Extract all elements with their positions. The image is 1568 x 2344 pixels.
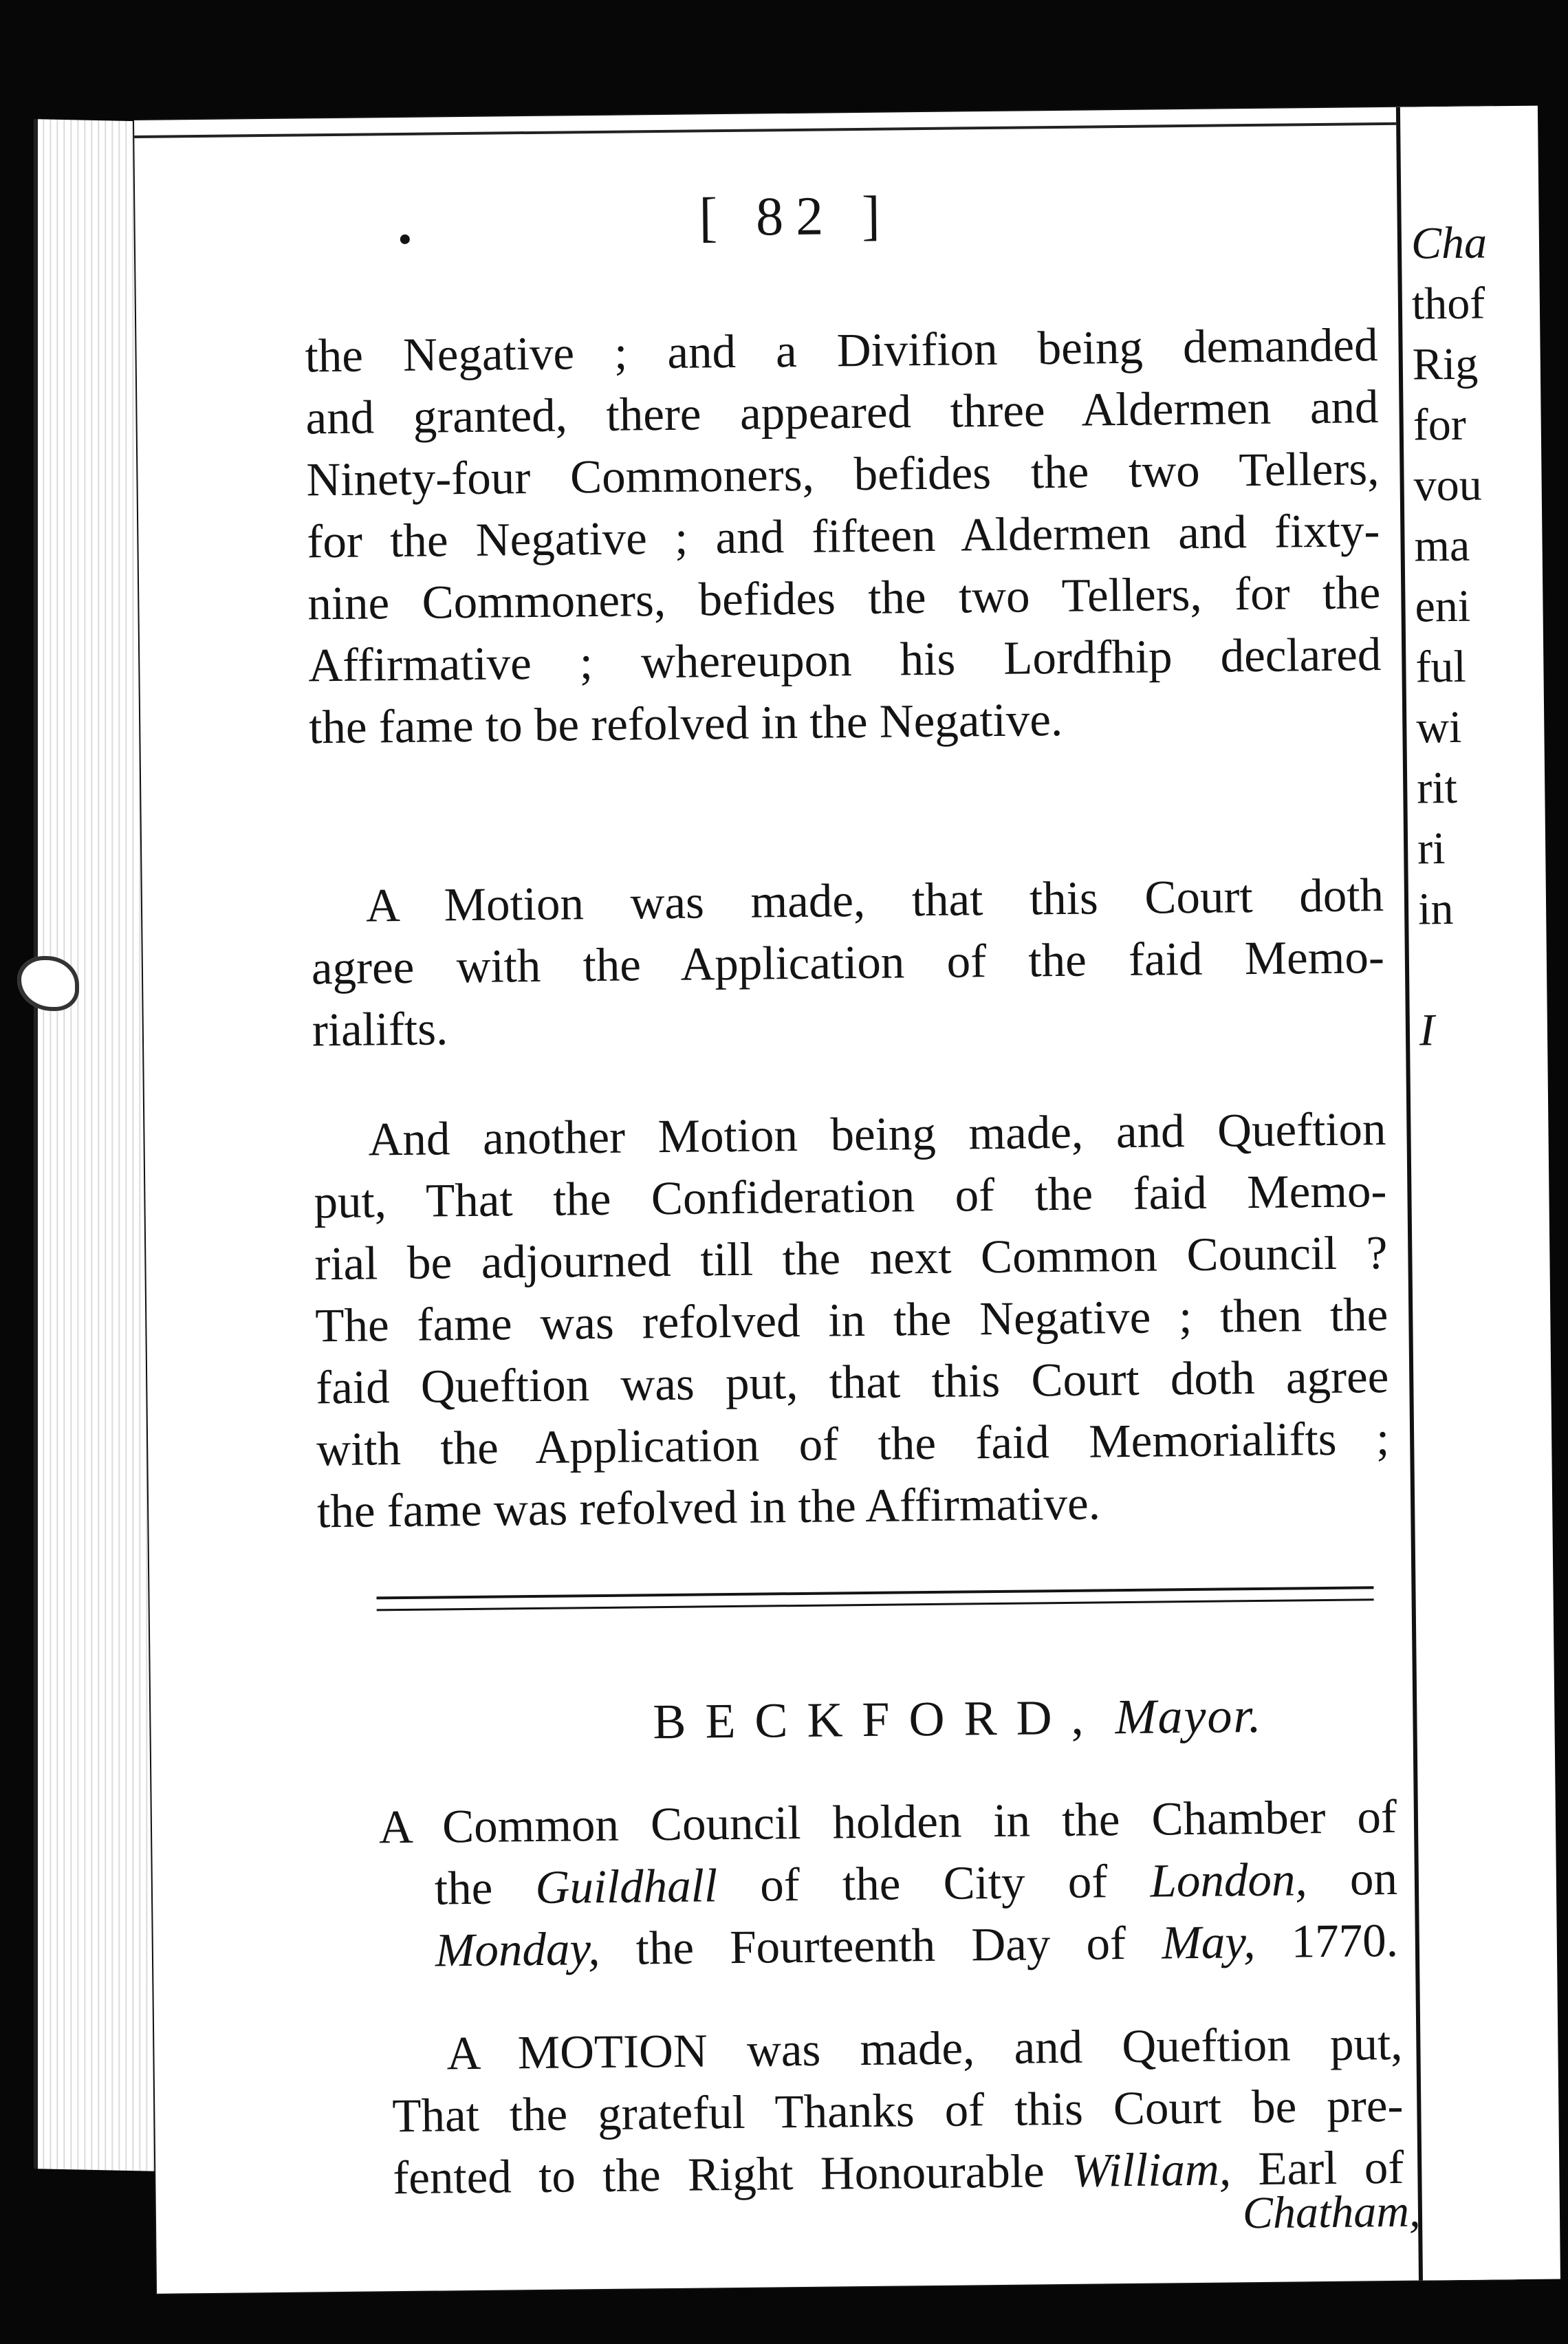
text-line: Ninety-four Commoners, befides the two Tellers, xyxy=(306,442,1380,506)
text-line: And another Motion being made, and Queftion xyxy=(368,1103,1386,1166)
printer-dot xyxy=(400,235,410,244)
year-word: 1770. xyxy=(1291,1913,1399,1968)
mayor-name: BECKFORD, xyxy=(653,1689,1103,1750)
heading-word: on xyxy=(1349,1852,1398,1905)
book-page xyxy=(134,106,1515,2294)
facing-page-text xyxy=(1411,213,1496,1061)
facing-fragment: I xyxy=(1419,1005,1435,1056)
text-line xyxy=(380,1909,1398,1982)
text-line: and granted, there appeared three Aldermen and xyxy=(305,380,1379,444)
divider-rule-upper xyxy=(376,1586,1373,1599)
text-line: nine Commoners, befides the two Tellers, for the xyxy=(307,566,1381,630)
text-line xyxy=(379,1847,1397,1920)
text-line: the fame to be refolved in the Negative. xyxy=(308,693,1063,754)
facing-fragment: ful xyxy=(1415,641,1467,693)
text-line: with the Application of the faid Memorialifts ; xyxy=(316,1411,1390,1476)
line-segment: Earl of xyxy=(1258,2140,1404,2195)
text-line: Affirmative ; whereupon his Lordfhip declared xyxy=(307,628,1382,692)
text-line: faid Queftion was put, that this Court doth agree xyxy=(315,1349,1389,1414)
monday-word: Monday, xyxy=(435,1922,600,1977)
facing-fragment: ma xyxy=(1414,520,1470,572)
facing-fragment: rit xyxy=(1416,762,1458,814)
facing-fragment: for xyxy=(1413,399,1467,451)
text-line: for the Negative ; and fifteen Aldermen and fixty- xyxy=(307,504,1380,568)
text-line: rialifts. xyxy=(312,1002,448,1056)
catchword: Chatham, xyxy=(1242,2186,1421,2239)
facing-fragment xyxy=(1419,939,1495,1000)
text-line: rial be adjourned till the next Common Council ? xyxy=(314,1226,1388,1290)
facing-fragment: Rig xyxy=(1412,338,1479,390)
text-line: A MOTION was made, and Queftion put, xyxy=(446,2017,1403,2080)
william-word: William, xyxy=(1071,2142,1232,2197)
page-top-edge xyxy=(134,121,1492,138)
paragraph-4 xyxy=(391,2012,1404,2209)
facing-fragment: thof xyxy=(1411,278,1485,329)
mayor-line xyxy=(653,1687,1263,1750)
paragraph-2 xyxy=(311,864,1386,1061)
text-line: the Negative ; and a Divifion being demanded xyxy=(305,318,1378,382)
mayor-role: Mayor. xyxy=(1115,1687,1263,1745)
council-heading xyxy=(379,1786,1399,1982)
divider-rule-lower xyxy=(377,1598,1374,1611)
heading-word: the xyxy=(434,1861,493,1915)
london-word: London, xyxy=(1150,1853,1308,1907)
guildhall-word: Guildhall xyxy=(535,1859,718,1914)
text-line: agree with the Application of the faid Memo- xyxy=(311,931,1385,995)
facing-fragment: eni xyxy=(1415,580,1471,632)
text-line: A Common Council holden in the Chamber of xyxy=(378,1790,1397,1854)
text-line: The fame was refolved in the Negative ; then the xyxy=(314,1288,1389,1352)
paragraph-1 xyxy=(305,314,1382,758)
page-number: [ 82 ] xyxy=(699,185,893,248)
facing-fragment: Cha xyxy=(1411,217,1488,269)
facing-fragment: wi xyxy=(1415,702,1462,753)
facing-fragment: vou xyxy=(1413,459,1483,511)
facing-fragment: in xyxy=(1417,883,1454,935)
text-line: That the grateful Thanks of this Court be pre- xyxy=(392,2079,1404,2142)
ink-blot xyxy=(17,956,79,1011)
text-line: the fame was refolved in the Affirmative. xyxy=(316,1477,1101,1538)
line-segment: fented to the Right Honourable xyxy=(392,2145,1045,2204)
text-line: put, That the Confideration of the faid Memo- xyxy=(314,1164,1387,1228)
heading-word: of the City of xyxy=(759,1855,1108,1911)
heading-word: the Fourteenth Day of xyxy=(635,1917,1126,1975)
paragraph-3 xyxy=(313,1098,1391,1542)
text-line: A Motion was made, that this Court doth xyxy=(365,869,1384,932)
facing-fragment: ri xyxy=(1417,823,1446,874)
may-word: May, xyxy=(1161,1916,1256,1969)
